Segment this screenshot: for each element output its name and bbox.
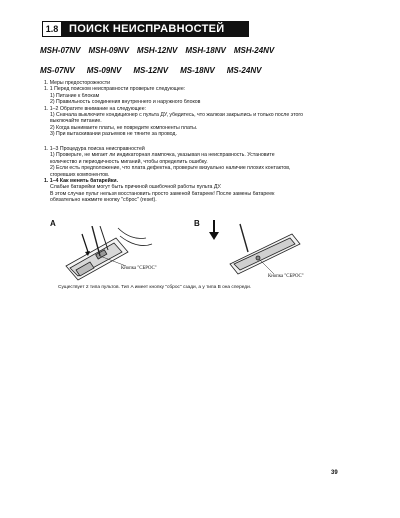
text-line: 1. 1–2 Обратите внимание на следующее:	[44, 105, 147, 112]
model-name: MSH-24NV	[233, 46, 275, 55]
text-line: 1. 1 Перед поиском неисправности проверьте следующее:	[44, 86, 186, 93]
model-name: MSH-09NV	[88, 46, 129, 55]
text-line: 1) Сначала выключите кондиционер с пульта ДУ, убедитесь, что жалюзи закрылись и только после этого	[50, 111, 304, 118]
text-line: 1. 1–3 Процедура поиска неисправностей	[44, 146, 145, 152]
model-list-ms	[40, 66, 261, 75]
precautions-block	[44, 80, 364, 138]
section-number: 1.8	[42, 21, 61, 37]
remote-type-b-illustration	[200, 220, 320, 280]
section-header	[42, 21, 249, 37]
remote-type-a-illustration	[56, 226, 176, 284]
model-name: MS-18NV	[180, 66, 215, 75]
figure-caption: Существует 2 типа пультов. Тип A имеет кнопку "сброс" сзади, а у типа B она спереди.	[58, 285, 252, 290]
figure-b-callout: Кнопка "СБРОС"	[268, 274, 304, 279]
model-name: MSH-07NV	[40, 46, 81, 55]
text-line: 1) Питание к блокам	[50, 92, 100, 99]
text-line: выключайте питание.	[50, 118, 102, 125]
text-line: 1) Проверьте, не мигает ли индикаторная лампочка, указывая на неисправность. Установите	[50, 152, 275, 159]
text-line: 2) Если есть предположение, что плата дефектна, проверьте визуально наличие плохих контактов,	[50, 165, 291, 172]
page-number: 39	[331, 470, 338, 476]
figure-b-label: B	[194, 219, 200, 228]
figure-a-label: A	[50, 219, 56, 228]
text-line: 2) Правильность соединения внутреннего и наружного блоков	[50, 99, 201, 106]
model-name: MS-24NV	[226, 66, 262, 75]
model-name: MS-12NV	[133, 66, 169, 75]
text-line: 1. Меры предосторожности	[44, 80, 111, 86]
text-line: В этом случае пульт нельзя восстановить просто заменой батареек! После замены батареек	[50, 190, 275, 197]
section-title: ПОИСК НЕИСПРАВНОСТЕЙ	[61, 21, 249, 37]
model-name: MSH-12NV	[136, 46, 178, 55]
text-line: сгоревших компонентов.	[50, 171, 110, 178]
text-line: 1. 1–4 Как менять батарейки.	[44, 177, 119, 184]
model-name: MS-09NV	[86, 66, 122, 75]
text-line: 3) При вытаскивании разъемов не тяните за провод.	[50, 131, 177, 138]
model-list-msh	[40, 46, 274, 55]
text-line: Слабые батарейки могут быть причиной ошибочной работы пульта ДУ.	[50, 184, 222, 191]
text-line: количество и периодичность миганий, чтобы определить ошибку.	[50, 158, 208, 165]
model-name: MSH-18NV	[185, 46, 226, 55]
model-name: MS-07NV	[40, 66, 75, 75]
text-line: обязательно нажмите кнопку "сброс" (reset).	[50, 197, 157, 204]
text-line: 2) Когда вынимаете платы, не повредите компоненты платы.	[50, 124, 198, 131]
procedure-block	[44, 146, 364, 204]
figure-a-callout: Кнопка "СБРОС"	[121, 266, 157, 271]
